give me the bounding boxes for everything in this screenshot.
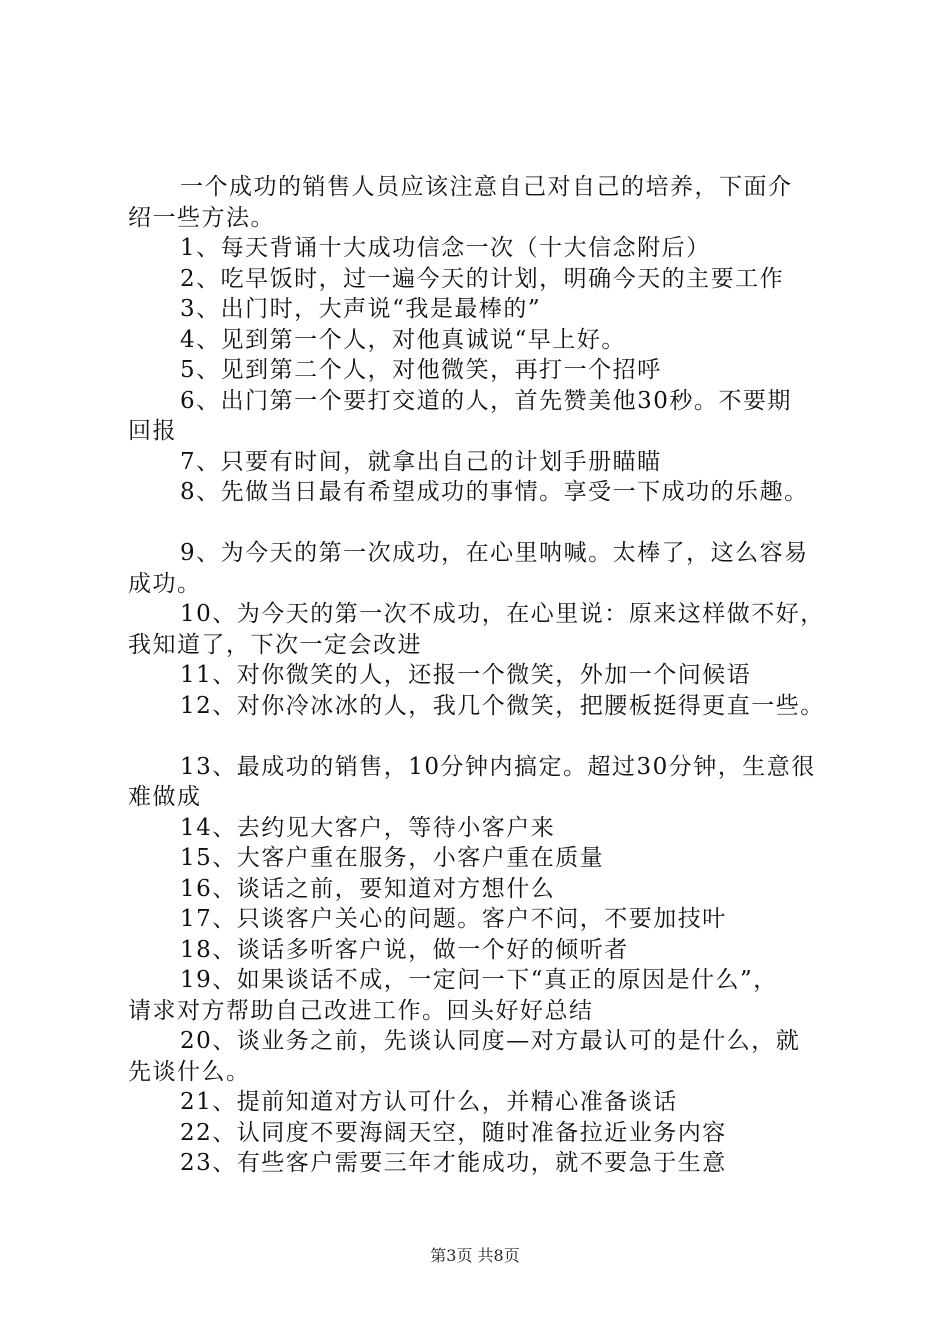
list-item: 3、出门时，大声说“我是最棒的” [180, 296, 542, 322]
list-item: 20、谈业务之前，先谈认同度—对方最认可的是什么，就 [180, 1028, 801, 1054]
blank-line [128, 721, 838, 752]
list-item: 13、最成功的销售，10分钟内搞定。超过30分钟，生意很 [180, 753, 816, 780]
list-item: 9、为今天的第一次成功，在心里呐喊。太棒了，这么容易 [180, 540, 809, 566]
list-item: 18、谈话多听客户说，做一个好的倾听者 [180, 936, 629, 963]
page-number: 第3页 共8页 [430, 1246, 520, 1265]
list-item: 8、先做当日最有希望成功的事情。享受一下成功的乐趣。 [180, 479, 809, 505]
list-item: 19、如果谈话不成，一定问一下“真正的原因是什么”， [180, 967, 778, 993]
list-item: 23、有些客户需要三年才能成功，就不要急于生意 [180, 1150, 727, 1176]
list-item-continuation: 我知道了，下次一定会改进 [128, 631, 422, 658]
list-item: 6、出门第一个要打交道的人，首先赞美他30秒。不要期 [180, 387, 792, 414]
list-item-continuation: 难做成 [128, 784, 202, 810]
list-item: 7、只要有时间，就拿出自己的计划手册瞄瞄 [180, 448, 662, 475]
list-item: 4、见到第一个人，对他真诚说“早上好。 [180, 326, 626, 353]
blank-line [128, 508, 838, 539]
list-item-continuation: 回报 [128, 418, 177, 444]
page-footer [0, 1243, 950, 1266]
list-item: 16、谈话之前，要知道对方想什么 [180, 875, 556, 902]
paragraph-line: 一个成功的销售人员应该注意自己对自己的培养，下面介 [180, 174, 793, 200]
list-item-continuation: 请求对方帮助自己改进工作。回头好好总结 [128, 997, 594, 1024]
list-item: 12、对你冷冰冰的人，我几个微笑，把腰板挺得更直一些。 [180, 692, 825, 719]
document-body [128, 172, 838, 1179]
paragraph-line: 绍一些方法。 [128, 204, 275, 231]
list-item: 15、大客户重在服务，小客户重在质量 [180, 845, 605, 871]
list-item: 2、吃早饭时，过一遍今天的计划，明确今天的主要工作 [180, 265, 785, 292]
list-item: 21、提前知道对方认可什么，并精心准备谈话 [180, 1089, 678, 1115]
list-item-continuation: 先谈什么。 [128, 1058, 251, 1085]
list-item: 14、去约见大客户，等待小客户来 [180, 814, 556, 841]
list-item: 11、对你微笑的人，还报一个微笑，外加一个问候语 [180, 662, 752, 688]
list-item: 5、见到第二个人，对他微笑，再打一个招呼 [180, 357, 662, 383]
list-item: 10、为今天的第一次不成功，在心里说：原来这样做不好， [180, 601, 825, 627]
list-item: 17、只谈客户关心的问题。客户不问，不要加技叶 [180, 906, 727, 932]
list-item: 22、认同度不要海阔天空，随时准备拉近业务内容 [180, 1119, 727, 1146]
list-item-continuation: 成功。 [128, 570, 202, 597]
list-item: 1、每天背诵十大成功信念一次（十大信念附后） [180, 235, 711, 261]
